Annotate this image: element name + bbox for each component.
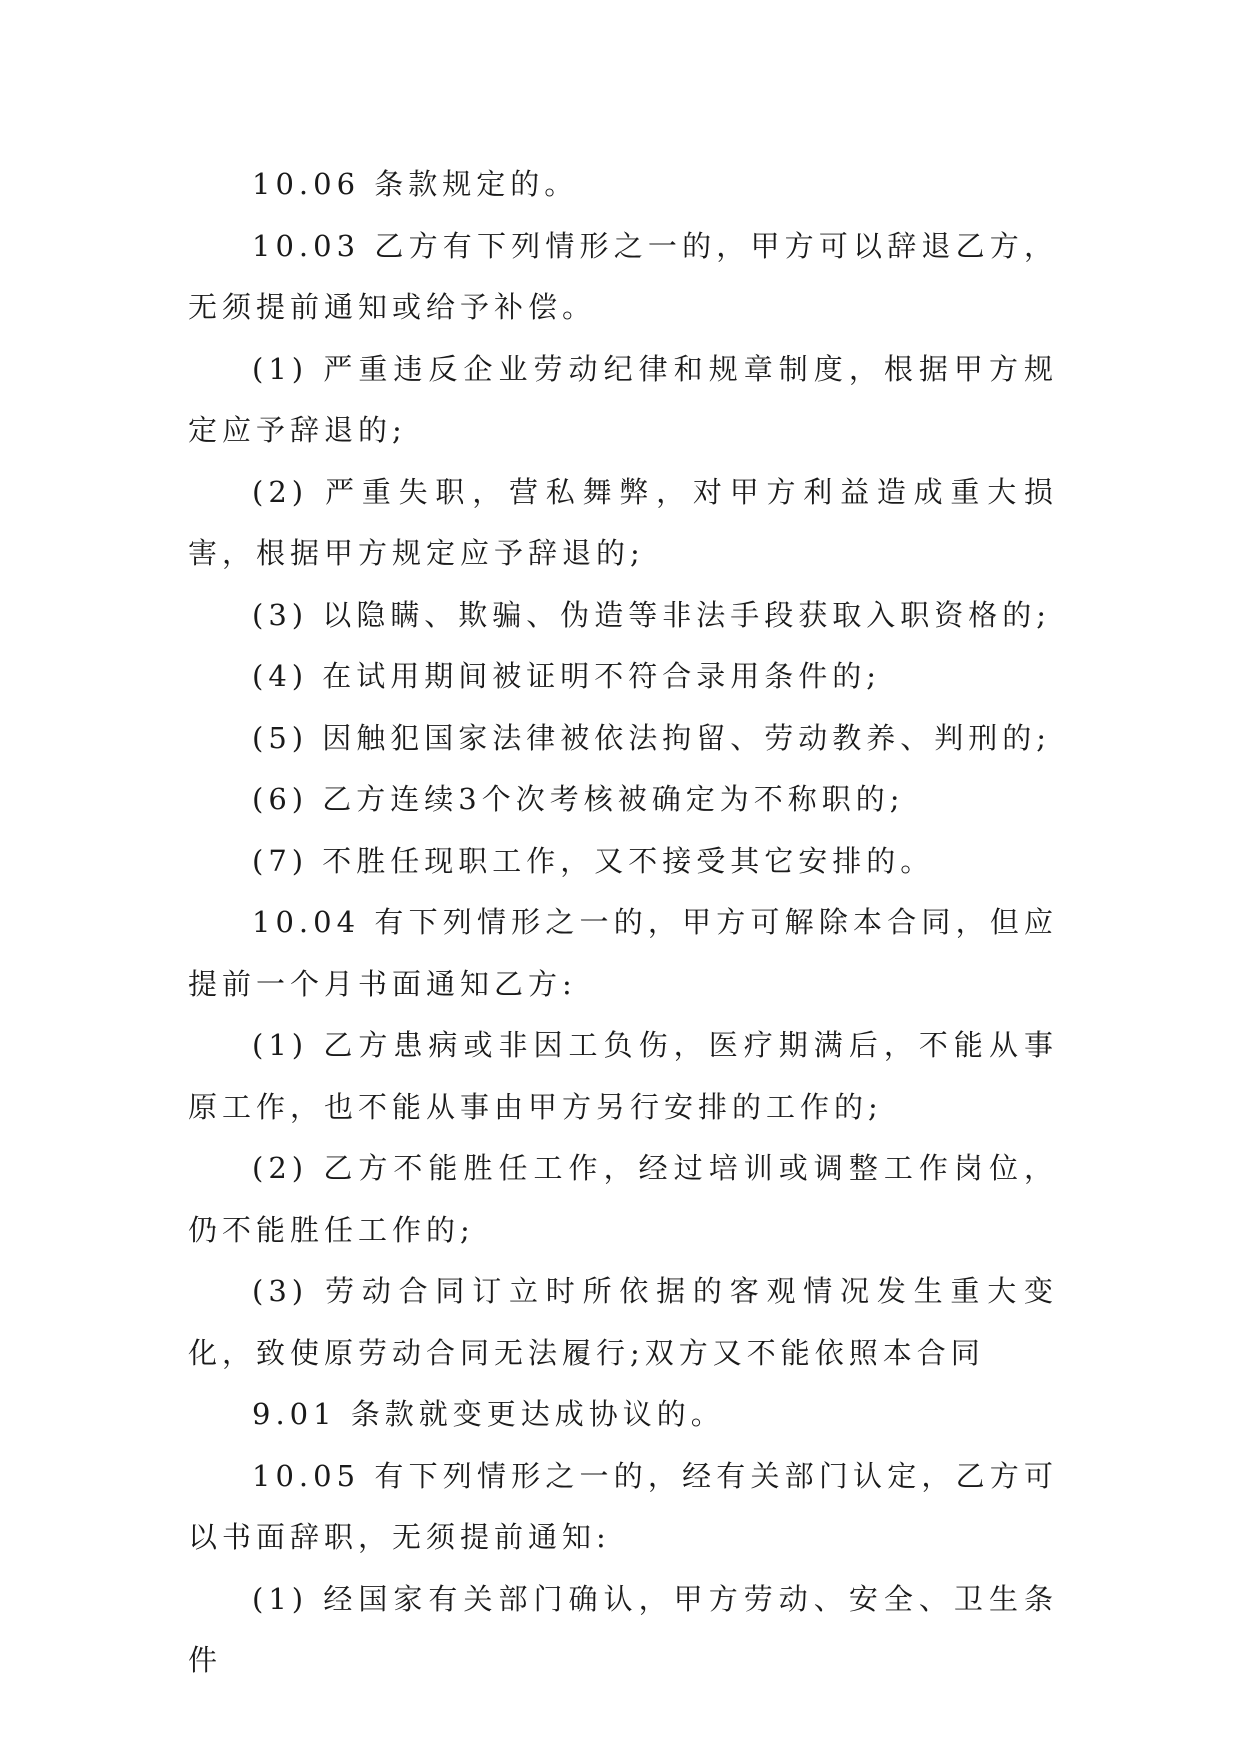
paragraph-10-04-item-3: (3) 劳动合同订立时所依据的客观情况发生重大变化，致使原劳动合同无法履行;双方又不能依照本合同 bbox=[188, 1274, 1058, 1370]
document-body bbox=[188, 154, 1058, 1692]
paragraph-10-04-item-1: (1) 乙方患病或非因工负伤，医疗期满后，不能从事原工作，也不能从事由甲方另行安排的工作的; bbox=[188, 1028, 1058, 1124]
paragraph-10-03-item-1: (1) 严重违反企业劳动纪律和规章制度，根据甲方规定应予辞退的; bbox=[188, 351, 1058, 447]
paragraph-10-03-item-7: (7) 不胜任现职工作，又不接受其它安排的。 bbox=[252, 843, 935, 878]
paragraph-10-03-item-2: (2) 严重失职，营私舞弊，对甲方利益造成重大损害，根据甲方规定应予辞退的; bbox=[188, 474, 1058, 570]
paragraph-clause-10-03: 10.03 乙方有下列情形之一的，甲方可以辞退乙方，无须提前通知或给予补偿。 bbox=[188, 228, 1058, 324]
paragraph-10-04-item-2: (2) 乙方不能胜任工作，经过培训或调整工作岗位，仍不能胜任工作的; bbox=[188, 1151, 1058, 1247]
paragraph-clause-10-04: 10.04 有下列情形之一的，甲方可解除本合同，但应提前一个月书面通知乙方: bbox=[188, 905, 1058, 1001]
paragraph-10-03-item-4: (4) 在试用期间被证明不符合录用条件的; bbox=[252, 659, 882, 693]
paragraph-10-03-item-3: (3) 以隐瞒、欺骗、伪造等非法手段获取入职资格的; bbox=[252, 597, 1052, 632]
paragraph-10-03-item-6: (6) 乙方连续3个次考核被确定为不称职的; bbox=[252, 782, 905, 816]
paragraph-10-05-item-1: (1) 经国家有关部门确认，甲方劳动、安全、卫生条件 bbox=[188, 1581, 1058, 1677]
paragraph-clause-10-05: 10.05 有下列情形之一的，经有关部门认定，乙方可以书面辞职，无须提前通知: bbox=[188, 1458, 1058, 1554]
paragraph-10-03-item-5: (5) 因触犯国家法律被依法拘留、劳动教养、判刑的; bbox=[252, 720, 1052, 755]
paragraph-clause-10-06-end: 10.06 条款规定的。 bbox=[252, 167, 579, 201]
paragraph-clause-9-01-ref: 9.01 条款就变更达成协议的。 bbox=[252, 1397, 725, 1431]
